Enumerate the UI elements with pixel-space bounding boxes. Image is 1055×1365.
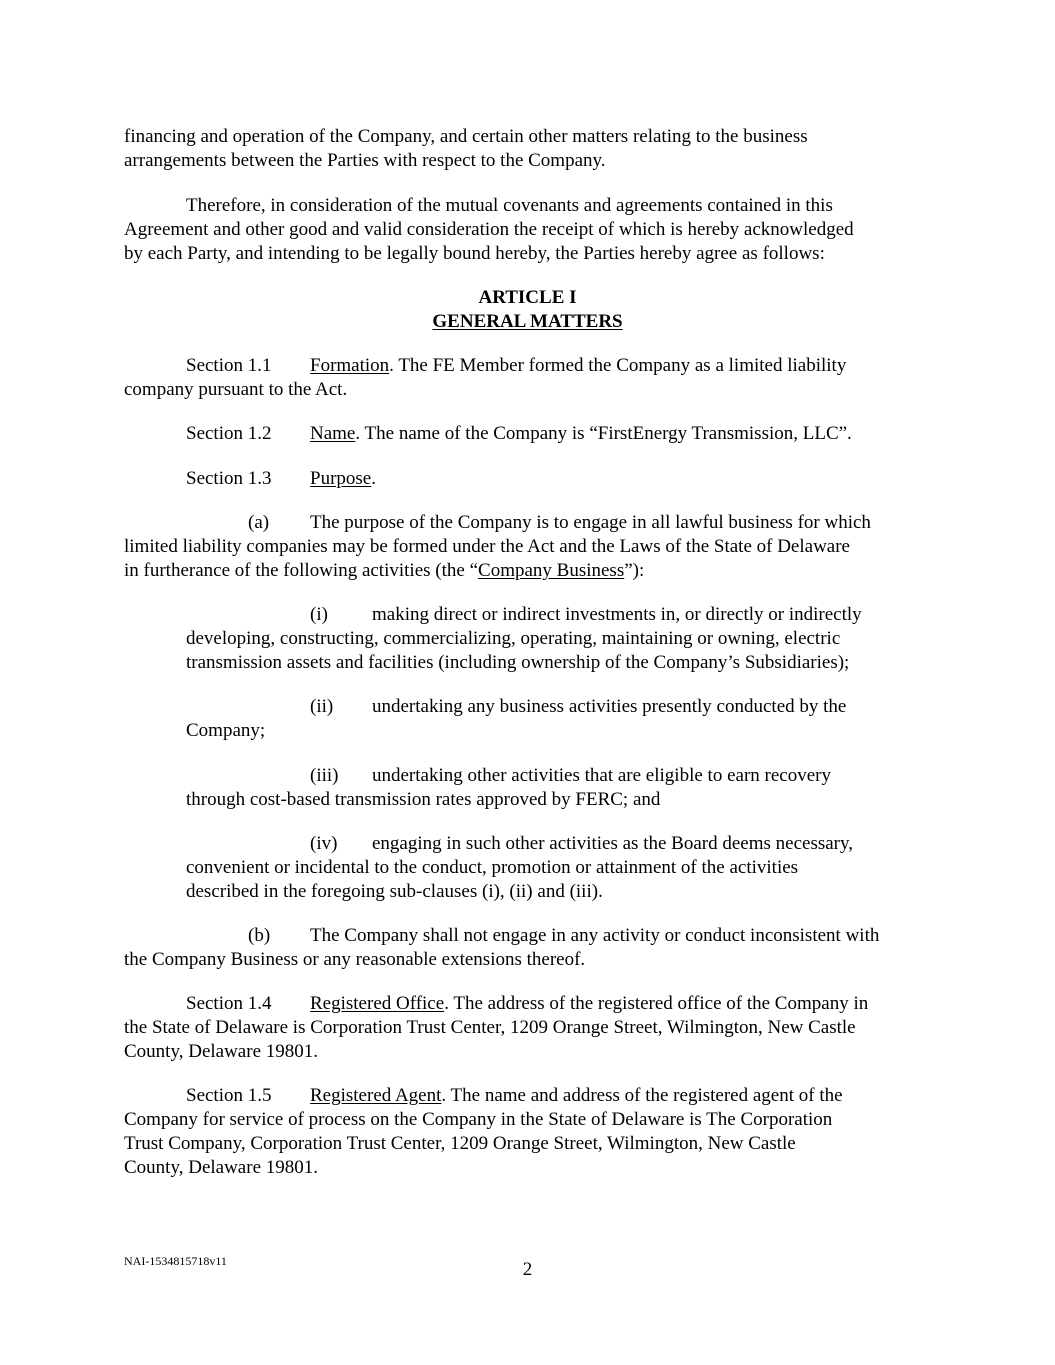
therefore-line-3: by each Party, and intending to be legally bound hereby, the Parties hereby agree as follows: [124,243,825,264]
intro-line-2: arrangements between the Parties with respect to the Company. [124,150,606,171]
article-title [0,310,1055,334]
section-1-3-line-1 [310,467,376,491]
section-1-2-heading: Name [310,423,356,444]
clause-i-label: (i) [310,604,328,625]
company-business-term: Company Business [478,560,625,581]
clause-a-line-3 [124,559,644,583]
section-1-4-line-1 [310,992,868,1016]
clause-iv-line-2: convenient or incidental to the conduct, promotion or attainment of the activities [186,857,799,878]
clause-iii-line-1: undertaking other activities that are eligible to earn recovery [372,765,831,786]
section-1-4-line-2: the State of Delaware is Corporation Trust Center, 1209 Orange Street, Wilmington, New Castle [124,1017,856,1038]
clause-b-line-2: the Company Business or any reasonable extensions thereof. [124,949,586,970]
clause-b-label: (b) [248,925,271,946]
article-title-text: GENERAL MATTERS [432,311,623,332]
therefore-line-2: Agreement and other good and valid consideration the receipt of which is hereby acknowledged [124,219,854,240]
section-1-3-heading: Purpose [310,468,372,489]
section-1-5-line-3: Trust Company, Corporation Trust Center, 1209 Orange Street, Wilmington, New Castle [124,1133,796,1154]
section-1-5-label: Section 1.5 [186,1085,272,1106]
clause-a-line-3-post: ”): [624,560,645,581]
clause-iv-label: (iv) [310,833,338,854]
clause-a-label: (a) [248,512,270,533]
section-1-4-line-3: County, Delaware 19801. [124,1041,318,1062]
section-1-2-label: Section 1.2 [186,423,272,444]
section-1-5-line-1 [310,1084,843,1108]
section-1-3-text: . [371,468,376,489]
clause-ii-label: (ii) [310,696,334,717]
clause-a-line-1: The purpose of the Company is to engage in all lawful business for which [310,512,871,533]
clause-i-line-1: making direct or indirect investments in, or directly or indirectly [372,604,862,625]
clause-iii-line-2: through cost-based transmission rates approved by FERC; and [186,789,661,810]
clause-a-line-2: limited liability companies may be formed under the Act and the Laws of the State of Delaware [124,536,850,557]
clause-ii-line-2: Company; [186,720,266,741]
section-1-3-label: Section 1.3 [186,468,272,489]
section-1-1-label: Section 1.1 [186,355,272,376]
clause-iv-line-3: described in the foregoing sub-clauses (i), (ii) and (iii). [186,881,603,902]
page-number: 2 [522,1259,533,1280]
article-number: ARTICLE I [478,287,577,308]
section-1-1-heading: Formation [310,355,390,376]
document-id: NAI-1534815718v11 [124,1254,227,1268]
clause-b-line-1: The Company shall not engage in any activity or conduct inconsistent with [310,925,880,946]
section-1-5-line-4: County, Delaware 19801. [124,1157,318,1178]
therefore-line-1: Therefore, in consideration of the mutual covenants and agreements contained in this [186,195,833,216]
section-1-5-line-2: Company for service of process on the Company in the State of Delaware is The Corporation [124,1109,833,1130]
section-1-1-text: . The FE Member formed the Company as a limited liability [389,355,847,376]
section-1-4-heading: Registered Office [310,993,445,1014]
clause-i-line-3: transmission assets and facilities (including ownership of the Company’s Subsidiaries); [186,652,850,673]
clause-ii-line-1: undertaking any business activities presently conducted by the [372,696,847,717]
section-1-5-text: . The name and address of the registered agent of the [441,1085,843,1106]
clause-iii-label: (iii) [310,765,339,786]
clause-a-line-3-pre: in furtherance of the following activities (the “ [124,560,479,581]
section-1-2-line-1 [310,422,852,446]
section-1-4-text: . The address of the registered office of the Company in [444,993,869,1014]
clause-i-line-2: developing, constructing, commercializing, operating, maintaining or owning, electric [186,628,841,649]
section-1-4-label: Section 1.4 [186,993,272,1014]
section-1-1-line-2: company pursuant to the Act. [124,379,348,400]
section-1-2-text: . The name of the Company is “FirstEnergy Transmission, LLC”. [355,423,852,444]
section-1-1-line-1 [310,354,846,378]
clause-iv-line-1: engaging in such other activities as the Board deems necessary, [372,833,854,854]
intro-line-1: financing and operation of the Company, and certain other matters relating to the business [124,126,808,147]
section-1-5-heading: Registered Agent [310,1085,442,1106]
